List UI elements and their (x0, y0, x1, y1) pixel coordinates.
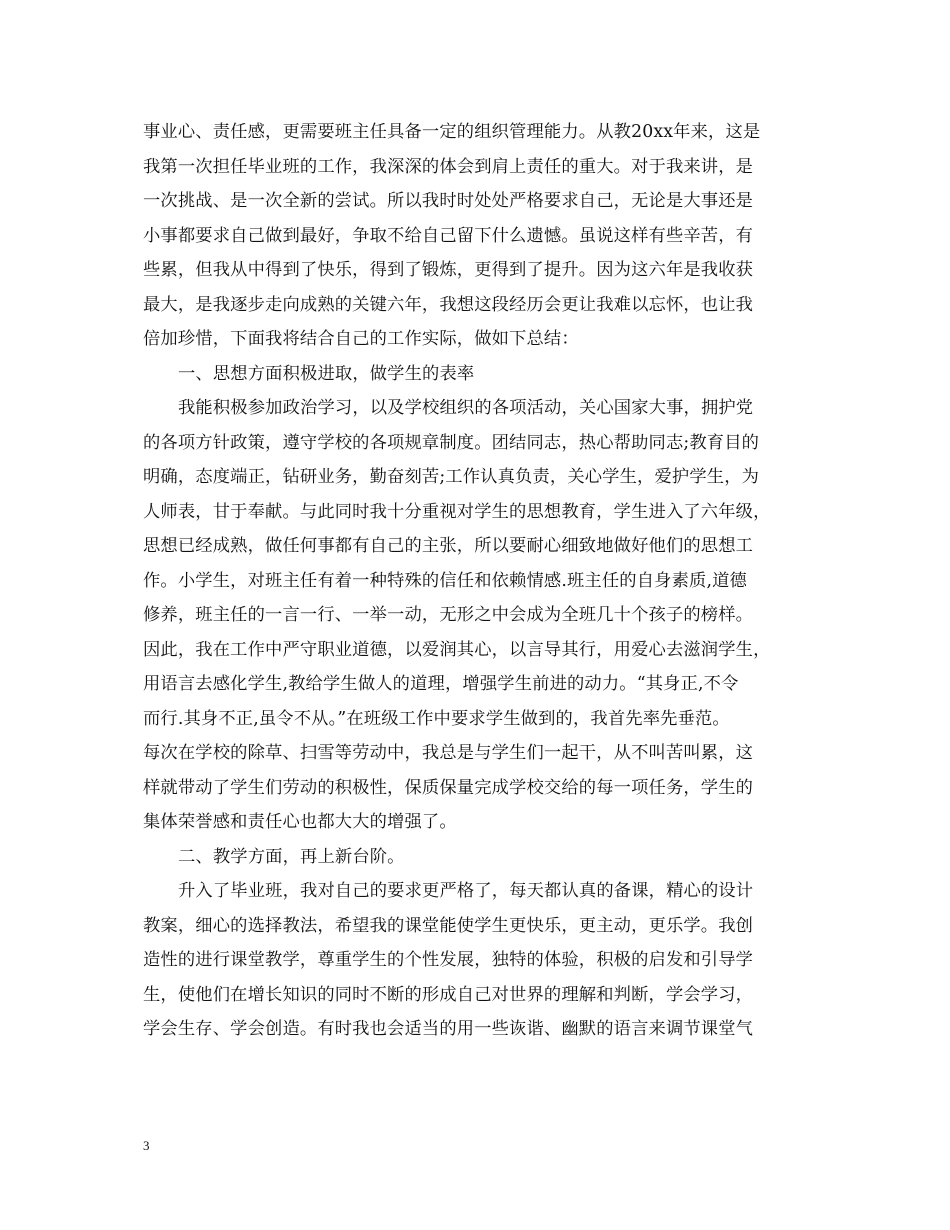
text-line: 用语言去感化学生,教给学生做人的道理，增强学生前进的动力。“其身正,不令 (143, 674, 739, 694)
text-line: 每次在学校的除草、扫雪等劳动中，我总是与学生们一起干，从不叫苦叫累，这 (143, 743, 754, 763)
text-line: 学会生存、学会创造。有时我也会适当的用一些诙谐、幽默的语言来调节课堂气 (143, 1019, 754, 1039)
text-line: 事业心、责任感，更需要班主任具备一定的组织管理能力。从教20xx年来，这是 (143, 122, 761, 142)
text-line: 集体荣誉感和责任心也都大大的增强了。 (143, 812, 457, 832)
text-line: 因此，我在工作中严守职业道德，以爱润其心，以言导其行，用爱心去滋润学生， (143, 639, 771, 660)
text-line: 一次挑战、是一次全新的尝试。所以我时时处处严格要求自己，无论是大事还是 (143, 191, 754, 211)
text-line: 倍加珍惜，下面我将结合自己的工作实际，做如下总结： (143, 329, 579, 349)
text-line: 作。小学生，对班主任有着一种特殊的信任和依赖情感.班主任的自身素质,道德 (143, 570, 747, 591)
text-line: 而行.其身不正,虽令不从。”在班级工作中要求学生做到的，我首先率先垂范。 (143, 708, 730, 729)
text-line: 思想已经成熟，做任何事都有自己的主张，所以要耐心细致地做好他们的思想工 (143, 536, 754, 556)
paragraph-start: 我能积极参加政治学习，以及学校组织的各项活动，关心国家大事，拥护党 (178, 398, 754, 418)
section-heading-2: 二、教学方面，再上新台阶。 (178, 846, 405, 867)
text-line: 教案，细心的选择教法，希望我的课堂能使学生更快乐，更主动，更乐学。我创 (143, 915, 754, 936)
text-line: 我第一次担任毕业班的工作，我深深的体会到肩上责任的重大。对于我来讲，是 (143, 156, 754, 177)
text-line: 生，使他们在增长知识的同时不断的形成自己对世界的理解和判断，学会学习， (143, 984, 754, 1005)
text-line: 明确，态度端正，钻研业务，勤奋刻苦;工作认真负责，关心学生，爱护学生，为 (143, 467, 760, 487)
text-line: 的各项方针政策，遵守学校的各项规章制度。团结同志，热心帮助同志;教育目的 (143, 432, 760, 453)
paragraph-start: 升入了毕业班，我对自己的要求更严格了，每天都认真的备课，精心的设计 (178, 881, 754, 901)
text-line: 造性的进行课堂教学，尊重学生的个性发展，独特的体验，积极的启发和引导学 (143, 950, 754, 970)
text-line: 修养，班主任的一言一行、一举一动，无形之中会成为全班几十个孩子的榜样。 (143, 605, 754, 625)
section-heading-1: 一、思想方面积极进取，做学生的表率 (178, 363, 475, 384)
document-body (143, 115, 808, 1047)
text-line: 样就带动了学生们劳动的积极性，保质保量完成学校交给的每一项任务，学生的 (143, 777, 754, 798)
page-number: 3 (143, 1138, 150, 1153)
text-line: 人师表，甘于奉献。与此同时我十分重视对学生的思想教育，学生进入了六年级， (143, 501, 771, 522)
text-line: 最大，是我逐步走向成熟的关键六年，我想这段经历会更让我难以忘怀，也让我 (143, 294, 754, 315)
text-line: 小事都要求自己做到最好，争取不给自己留下什么遗憾。虽说这样有些辛苦，有 (143, 225, 754, 246)
text-line: 些累，但我从中得到了快乐，得到了锻炼，更得到了提升。因为这六年是我收获 (143, 260, 754, 280)
